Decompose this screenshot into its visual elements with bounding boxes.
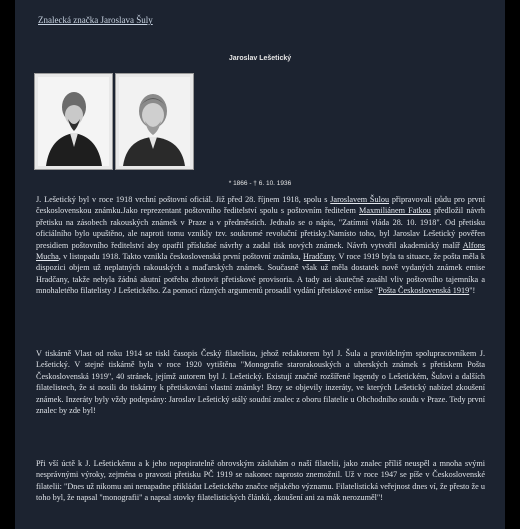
paragraph-2: V tiskárně Vlast od roku 1914 se tiskl časopis Český filatelista, jehož redaktorem byl J. Šula a pravidelným spolupracovníkem J. Lešetický. V stejné tiskárně byla v roce 1920 vytištěna "Monografie starorakouských a uherských známek s přetiskem Pošta Československá 1919", 40 stránek, jejímž autorem byl J. Lešetický. Existují značně rozšířené legendy o Lešetickém, Šulovi a dalších filatelistech, že si nosili do tiskárny k přetiskování vlastní známky! Brzy se objevily inzeráty, ve kterých Lešetický nabízel zkoušení známek. Inzeráty byly vždy podepsány: Jaroslav Lešetický stálý soudní znalec z oboru filatelie u Obchodního soudu v Praze. Tedy první znalec by zde byl! (36, 349, 485, 416)
portrait-image (38, 77, 109, 166)
text: . V roce 1919 byla ta situace, že pošta měla k dispozici objem už neplatných rakouských a maďarských známek. Současně však už měla dostatek nově vydaných známek emise Hradčany, takže nebyla žádná akutní potřeba zhotovit přetiskové provisoria. A tady asi skutečně zasáhl vliv poštovního tajemníka a mnohaletého filatelisty J Lešetického. Za pomocí různých argumentů prosadil vydání přetiskové emise " (36, 252, 485, 296)
breadcrumb-link[interactable]: Znalecká značka Jaroslava Šuly (38, 15, 153, 25)
text: předložil návrh přetisku na zásobech rakouských známek v Praze a v předměstích. Jednalo se o nápis, "Zatímní vláda 28. 10. 1918". Od přetisku oficiálního bylo upuštěno, ale naproti tomu vznikly tzv. soukromé revoluční přetisky.Namísto toho, byl Jaroslav Lešetický pověřen presidiem poštovního ředitelství aby opatřil příslušné návrhy a zadal tisk nových známek. Návrh vytvořil akademický malíř (36, 206, 485, 250)
link-maxmilian-fatka[interactable]: Maxmiliánem Fatkou (359, 206, 431, 216)
text: "! (469, 286, 476, 296)
portrait-caption-dates: * 1866 - † 6. 10. 1936 (228, 180, 292, 187)
portrait-caption-name: Jaroslav Lešetický (228, 55, 292, 62)
paragraph-3: Při vší úctě k J. Lešetickému a k jeho nepopiratelně obrovským zásluhám o naší filatelii, jako znalec příliš neuspěl a mnoha svými nesprávnými výroky, zejména o pravosti přetisku PČ 1919 se nakonec naprosto znemožnil. Už v roce 1947 se píše v Československé filatelii: "Dnes už nikomu ani nenapadne přikládat Lešetického značce nějakého významu. Filatelistická veřejnost dnes ví, že přesto že u toho byl, že napsal "monografii" a napsal stovky filatelistických článků, zkoušení ani za mák nerozuměl"! (36, 459, 485, 503)
link-posta-ceskoslovenska-1919[interactable]: Pošta Československá 1919 (378, 286, 470, 296)
text: připravovali půdu pro první československou známku.Jako reprezentant poštovního ředitelství spolu s poštovním ředitelem (36, 195, 486, 216)
link-hradcany[interactable]: Hradčany (302, 252, 335, 262)
link-jaroslav-sula[interactable]: Jaroslavem Šulou (330, 195, 390, 204)
portrait-image (119, 77, 190, 166)
text: J. Lešetický byl v roce 1918 vrchní poštovní oficiál. Již před 28. říjnem 1918, spolu s (36, 195, 331, 204)
portrait-photo-young (34, 73, 113, 170)
text: , v listopadu 1918. Takto vznikla československá první poštovní známka, (58, 252, 303, 262)
paragraph-1 (36, 194, 485, 297)
portrait-photo-old (115, 73, 194, 170)
link-alfons-mucha[interactable]: Alfons Mucha (36, 240, 485, 262)
content-panel (15, 0, 505, 529)
